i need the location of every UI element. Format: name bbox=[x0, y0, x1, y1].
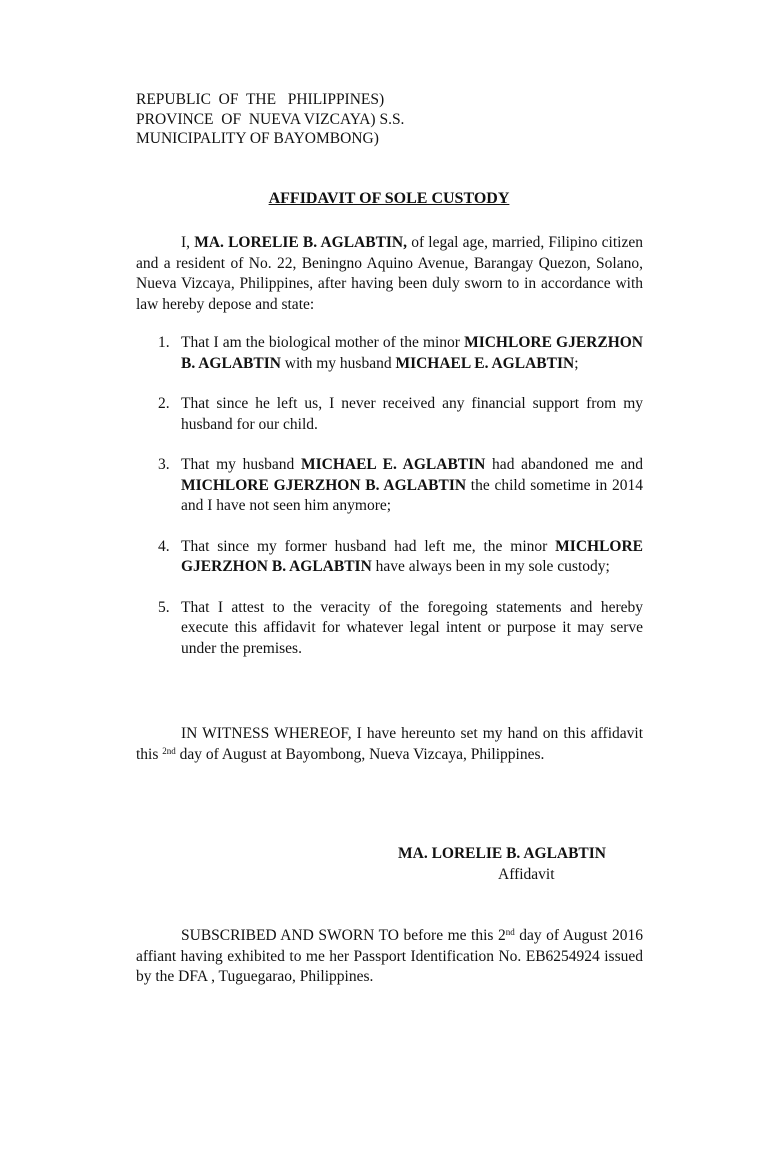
witness-day: 2nd bbox=[162, 745, 176, 756]
item-text: with my husband bbox=[280, 354, 396, 372]
item-text: That my husband bbox=[181, 456, 301, 473]
item-number: 3. bbox=[158, 456, 170, 473]
child-name: MICHLORE GJERZHON B. AGLABTIN bbox=[181, 334, 643, 372]
husband-name: MICHAEL E. AGLABTIN bbox=[395, 354, 575, 372]
item-text: ; bbox=[574, 354, 579, 372]
item-number: 4. bbox=[158, 537, 170, 555]
witness-paragraph bbox=[136, 724, 643, 765]
item-text: That I am the biological mother of the minor bbox=[181, 334, 465, 351]
jurat-day-suffix: nd bbox=[505, 927, 515, 937]
affiant-name: MA. LORELIE B. AGLABTIN, bbox=[194, 234, 408, 251]
document-title: AFFIDAVIT OF SOLE CUSTODY bbox=[268, 190, 510, 207]
venue-caption bbox=[136, 90, 404, 149]
list-item bbox=[136, 598, 643, 660]
caption-line-republic: REPUBLIC OF THE PHILIPPINES) bbox=[136, 91, 385, 108]
signature-role: Affidavit bbox=[498, 866, 555, 883]
item-number: 1. bbox=[158, 334, 170, 351]
jurat-text: day of August 2016 affiant having exhibited to me her Passport Identification No. EB6254924 issued by the DFA , Tuguegarao, Philippines. bbox=[136, 927, 644, 985]
item-number: 5. bbox=[158, 598, 170, 616]
intro-prefix: I, bbox=[181, 234, 195, 251]
item-text: had abandoned me and bbox=[485, 456, 643, 473]
item-number: 2. bbox=[158, 395, 170, 412]
child-name: MICHLORE GJERZHON B. AGLABTIN bbox=[181, 476, 467, 494]
intro-paragraph bbox=[136, 233, 643, 315]
list-item bbox=[136, 455, 643, 517]
item-text: have always been in my sole custody; bbox=[371, 558, 610, 575]
list-item bbox=[136, 537, 643, 578]
jurat-paragraph bbox=[136, 926, 643, 988]
caption-line-province: PROVINCE OF NUEVA VIZCAYA) S.S. bbox=[136, 110, 405, 128]
witness-text: day of August at Bayombong, Nueva Vizcaya, Philippines. bbox=[175, 745, 545, 763]
husband-name: MICHAEL E. AGLABTIN bbox=[300, 456, 486, 473]
statement-list bbox=[136, 333, 643, 679]
caption-line-municipality: MUNICIPALITY OF BAYOMBONG) bbox=[136, 130, 379, 147]
witness-text: IN WITNESS WHEREOF, I have hereunto set my hand on this affidavit this bbox=[136, 725, 643, 763]
item-text: the child sometime in 2014 and I have not seen him anymore; bbox=[181, 476, 643, 514]
jurat-text: SUBSCRIBED AND SWORN TO before me this 2 bbox=[181, 927, 506, 944]
item-text: That since he left us, I never received any financial support from my husband for our child. bbox=[181, 395, 643, 433]
item-text: That I attest to the veracity of the foregoing statements and hereby execute this affidavit for whatever legal intent or purpose it may serve under the premises. bbox=[181, 598, 643, 657]
list-item bbox=[136, 333, 643, 374]
signature-name: MA. LORELIE B. AGLABTIN bbox=[398, 845, 607, 862]
intro-text: of legal age, married, Filipino citizen and a resident of No. 22, Beningno Aquino Avenue, Barangay Quezon, Solano, Nueva Vizcaya, Philippines, after having been duly sworn to in accordance with law hereby depose and state: bbox=[136, 234, 643, 313]
child-name: MICHLORE GJERZHON B. AGLABTIN bbox=[181, 537, 643, 575]
item-text: That since my former husband had left me, the minor bbox=[181, 537, 556, 555]
list-item bbox=[136, 394, 643, 435]
